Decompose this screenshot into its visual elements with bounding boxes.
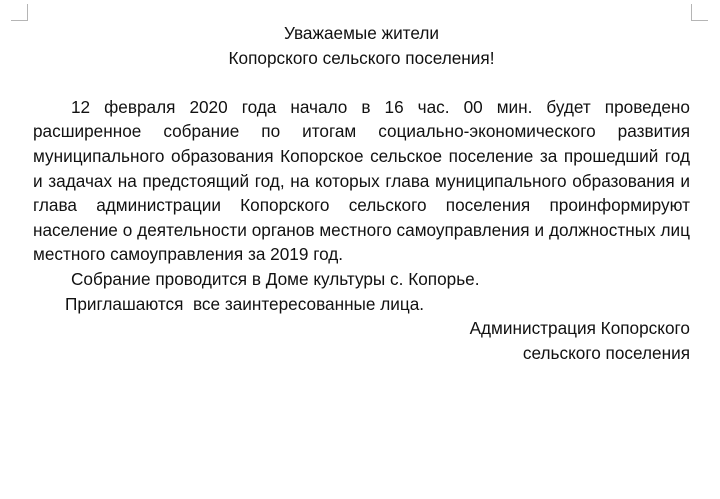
invitation-line: Приглашаются все заинтересованные лица.	[65, 293, 425, 314]
blank-line	[33, 70, 690, 95]
signature-line-1: Администрация Копорского	[469, 318, 690, 339]
heading-line-1: Уважаемые жители	[284, 23, 439, 43]
signature-line-2: сельского поселения	[522, 342, 690, 363]
heading-line-2: Копорского сельского поселения!	[228, 47, 495, 68]
page-corner-mark-top-left	[11, 4, 28, 21]
document-body	[33, 21, 690, 365]
announcement-paragraph: 12 февраля 2020 года начало в 16 час. 00 мин. будет проведено расширенное собрание по итогам социально-экономического развития муниципального образования Копорское сельское поселение за прошедший год и задачах на предстоящий год, на которых глава муниципального образования и глава администрации Копорского сельского поселения проинформируют население о деятельности органов местного самоуправления и должностных лиц местного самоуправления за 2019 год.	[33, 96, 690, 265]
page-corner-mark-top-right	[691, 4, 708, 21]
location-line: Собрание проводится в Доме культуры с. Копорье.	[71, 268, 480, 289]
signature-block	[33, 316, 690, 365]
document-heading	[33, 21, 690, 70]
